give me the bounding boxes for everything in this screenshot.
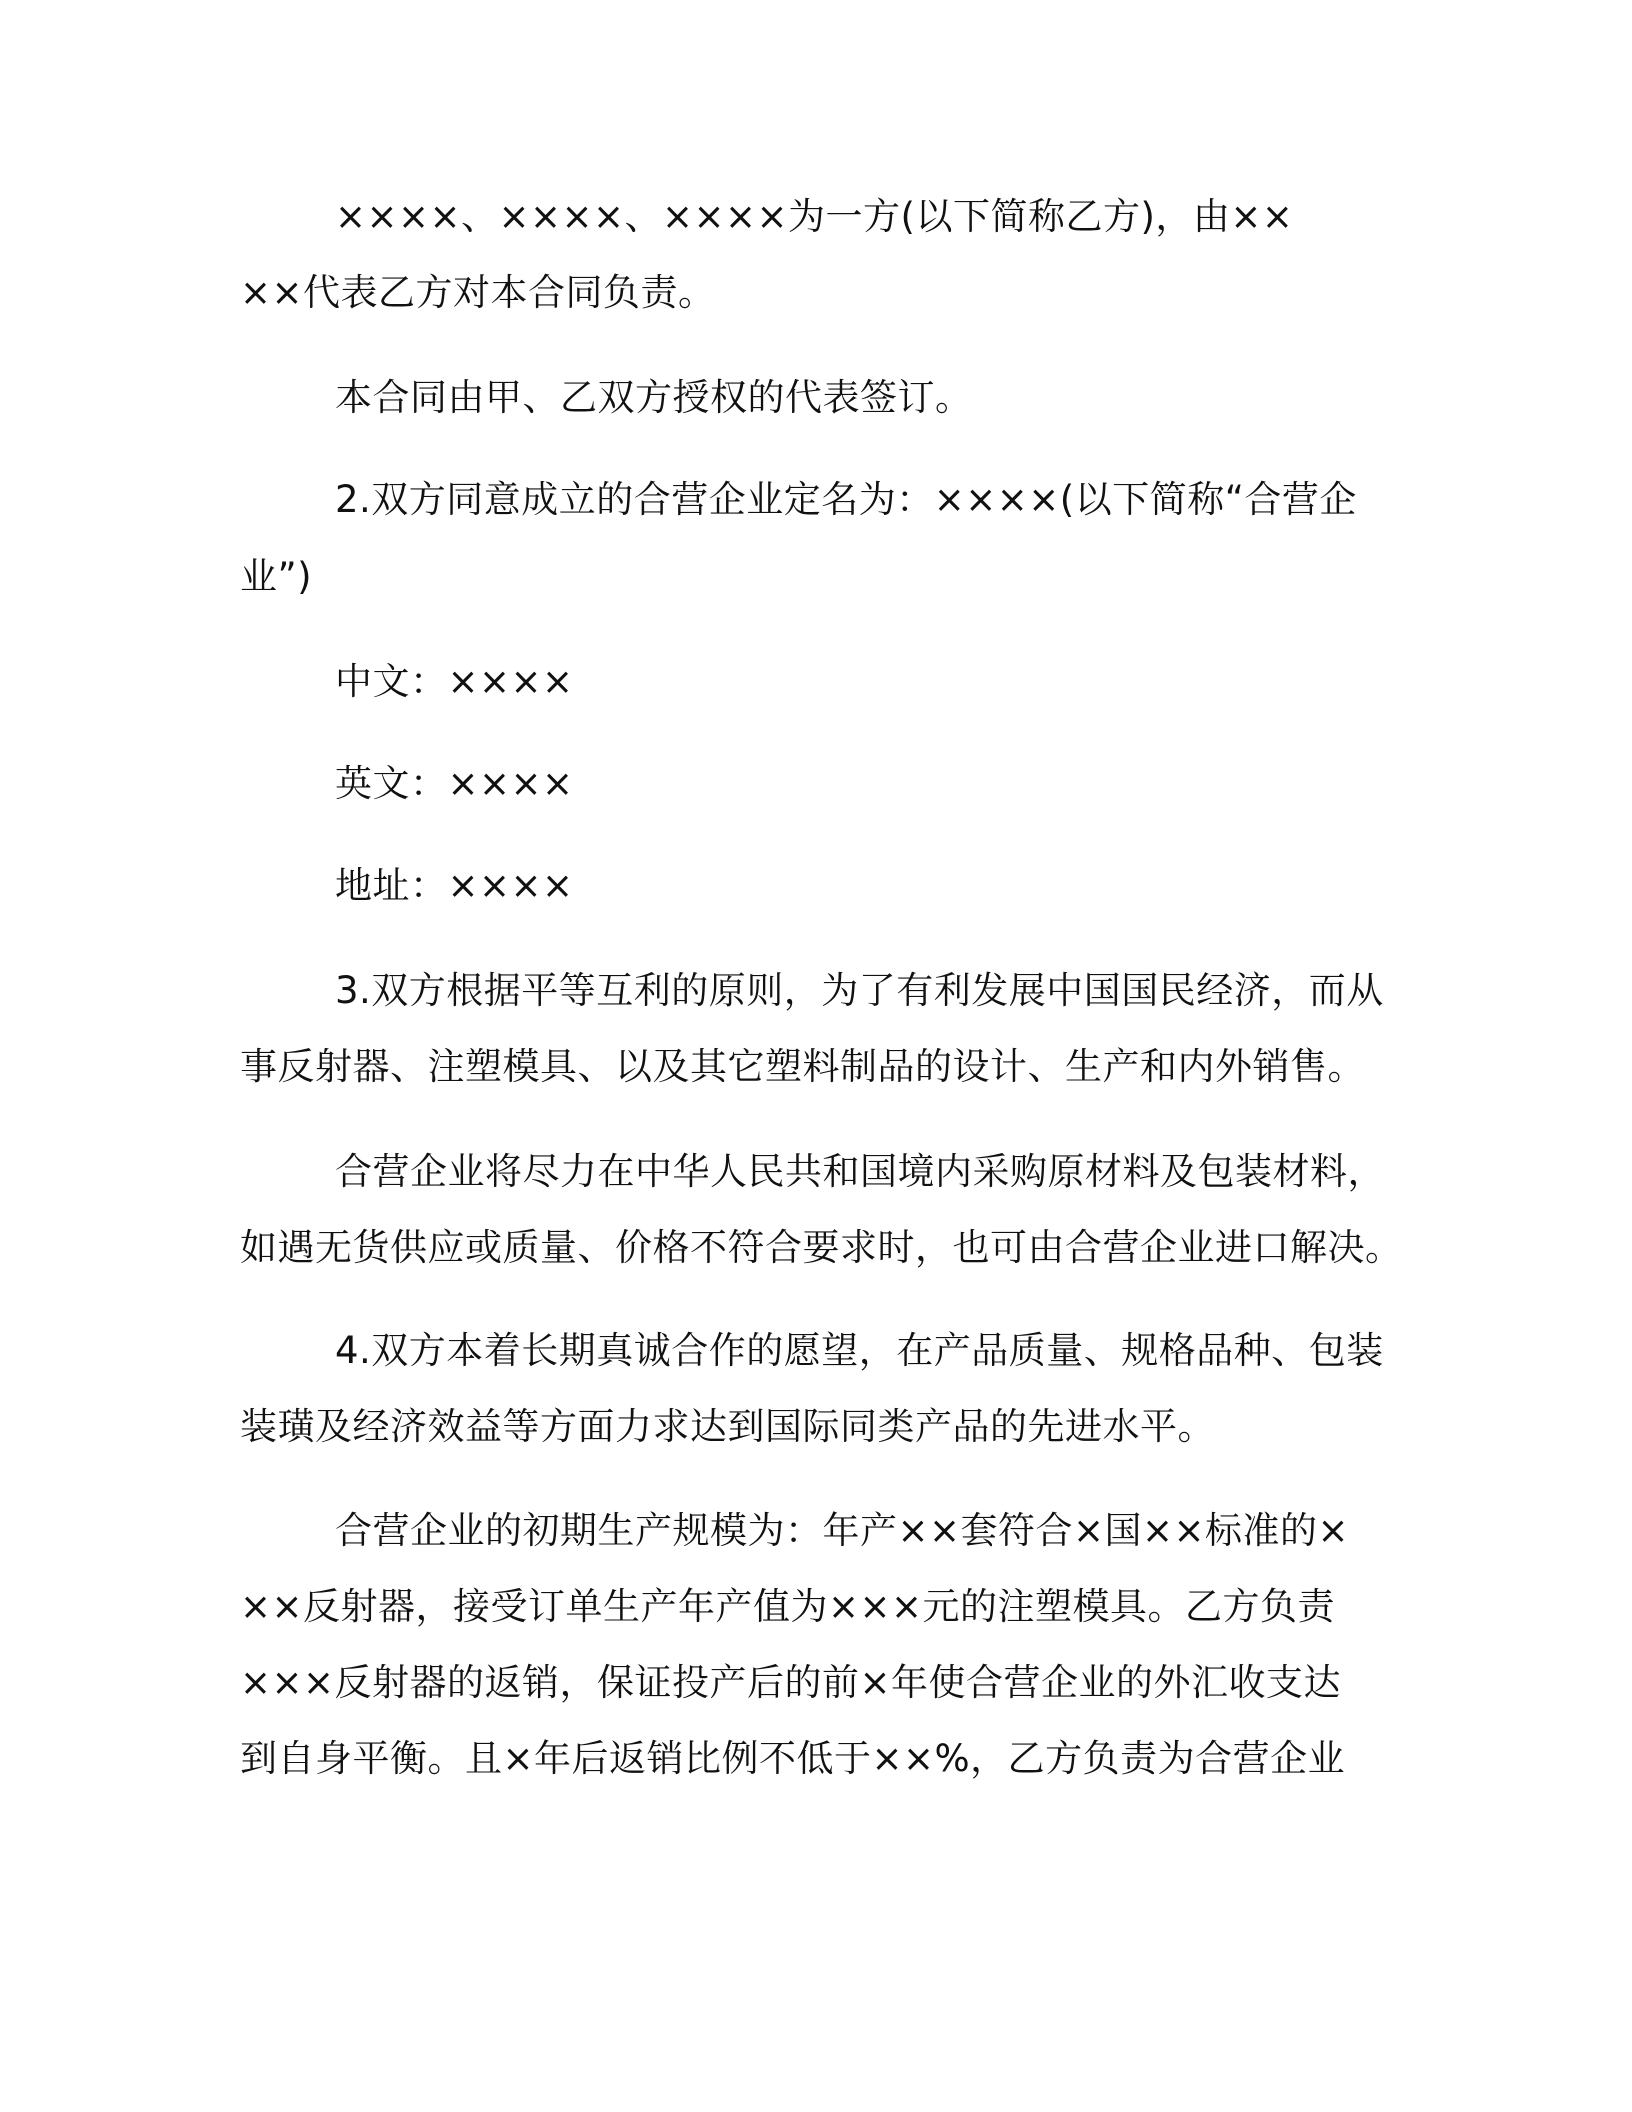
- paragraph-production-scale-line-3: ×××反射器的返销，保证投产后的前×年使合营企业的外汇收支达: [240, 1661, 1342, 1704]
- paragraph-clause-4-line-1: 4.双方本着长期真诚合作的愿望，在产品质量、规格品种、包装: [335, 1329, 1384, 1372]
- paragraph-signing: 本合同由甲、乙双方授权的代表签订。: [335, 376, 973, 419]
- paragraph-clause-3-line-1: 3.双方根据平等互利的原则，为了有利发展中国国民经济，而从: [335, 969, 1384, 1012]
- paragraph-production-scale-line-2: ××反射器，接受订单生产年产值为×××元的注塑模具。乙方负责: [240, 1585, 1336, 1628]
- paragraph-materials-line-2: 如遇无货供应或质量、价格不符合要求时，也可由合营企业进口解决。: [240, 1226, 1403, 1269]
- paragraph-party-b-line-2: ××代表乙方对本合同负责。: [240, 271, 716, 314]
- paragraph-clause-3-line-2: 事反射器、注塑模具、以及其它塑料制品的设计、生产和内外销售。: [240, 1045, 1365, 1088]
- paragraph-english-name: 英文：××××: [335, 762, 574, 805]
- paragraph-production-scale-line-1: 合营企业的初期生产规模为：年产××套符合×国××标准的×: [335, 1509, 1350, 1552]
- paragraph-address: 地址：××××: [335, 864, 574, 907]
- paragraph-materials-line-1: 合营企业将尽力在中华人民共和国境内采购原材料及包装材料，: [335, 1150, 1385, 1193]
- paragraph-party-b-line-1: ××××、××××、××××为一方(以下简称乙方)，由××: [335, 195, 1294, 238]
- paragraph-chinese-name: 中文：××××: [335, 660, 574, 703]
- paragraph-clause-4-line-2: 装璜及经济效益等方面力求达到国际同类产品的先进水平。: [240, 1405, 1215, 1448]
- paragraph-clause-2-line-2: 业”): [240, 555, 313, 598]
- paragraph-clause-2-line-1: 2.双方同意成立的合营企业定名为：××××(以下简称“合营企: [335, 478, 1357, 521]
- paragraph-production-scale-line-4: 到自身平衡。且×年后返销比例不低于××%，乙方负责为合营企业: [240, 1737, 1346, 1780]
